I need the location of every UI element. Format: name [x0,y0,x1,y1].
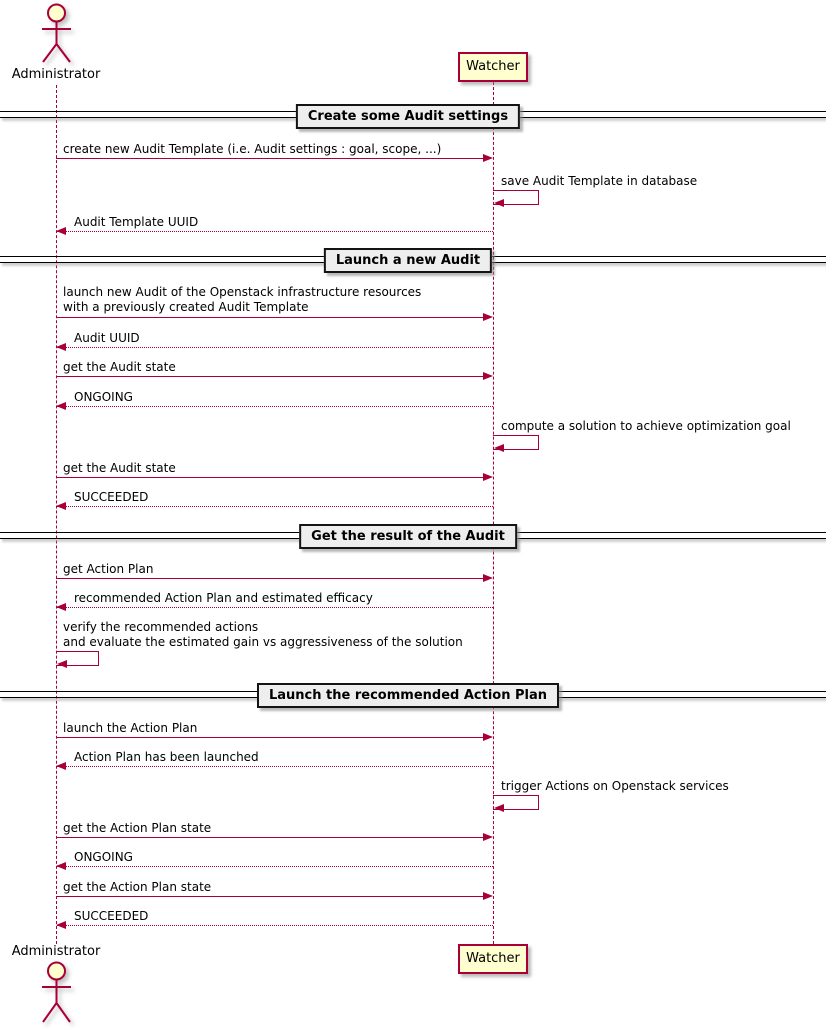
message-line [56,376,486,377]
message-text: get the Audit state [63,360,176,374]
arrowhead-right-icon [483,892,493,900]
message-text: get the Audit state [63,461,176,475]
arrowhead-left-icon [56,862,66,870]
message-text: with a previously created Audit Template [63,300,309,314]
lifeline-watcher [493,82,494,944]
message-line [56,578,486,579]
arrowhead-left-icon [494,199,504,207]
divider-launch-new-audit: Launch a new Audit [324,248,492,273]
arrowhead-right-icon [483,733,493,741]
message-text: ONGOING [74,850,133,864]
divider-get-result: Get the result of the Audit [299,524,517,549]
arrowhead-left-icon [56,227,66,235]
message-text: get the Action Plan state [63,821,212,835]
message-text: Audit Template UUID [74,215,199,229]
message-text: verify the recommended actions [63,620,259,634]
arrowhead-left-icon [56,762,66,770]
message-text: Audit UUID [74,331,140,345]
message-text: compute a solution to achieve optimization goal [501,419,791,433]
divider-launch-action-plan: Launch the recommended Action Plan [257,683,559,708]
message-text: and evaluate the estimated gain vs aggressiveness of the solution [63,635,463,649]
divider-create-audit-settings: Create some Audit settings [296,104,520,129]
message-text: launch new Audit of the Openstack infrastructure resources [63,285,422,299]
arrowhead-right-icon [483,574,493,582]
participant-watcher-bottom: Watcher [458,944,528,974]
arrowhead-left-icon [494,444,504,452]
participant-watcher-top: Watcher [458,52,528,82]
arrowhead-right-icon [483,313,493,321]
arrowhead-left-icon [56,502,66,510]
message-text: SUCCEEDED [74,909,149,923]
message-line [56,317,486,318]
arrowhead-left-icon [56,343,66,351]
message-line [56,896,486,897]
message-line [56,837,486,838]
message-line [57,506,493,507]
arrowhead-left-icon [57,660,67,668]
message-line [57,925,493,926]
administrator-actor-icon-bottom [38,959,75,1027]
message-text: recommended Action Plan and estimated efficacy [74,591,373,605]
message-line [56,158,486,159]
message-line [57,766,493,767]
message-line [57,607,493,608]
message-text: get Action Plan [63,562,154,576]
arrowhead-right-icon [483,473,493,481]
message-text: SUCCEEDED [74,490,149,504]
message-text: get the Action Plan state [63,880,212,894]
arrowhead-left-icon [494,804,504,812]
administrator-label-bottom: Administrator [11,944,101,959]
message-text: trigger Actions on Openstack services [501,779,729,793]
arrowhead-left-icon [56,603,66,611]
message-line [57,231,493,232]
message-text: ONGOING [74,390,133,404]
message-line [57,347,493,348]
message-text: Action Plan has been launched [74,750,259,764]
arrowhead-right-icon [483,154,493,162]
administrator-actor-icon [38,2,75,65]
arrowhead-left-icon [56,402,66,410]
lifeline-administrator [56,85,57,944]
message-line [56,477,486,478]
message-line [57,866,493,867]
arrowhead-right-icon [483,833,493,841]
message-line [57,406,493,407]
message-text: create new Audit Template (i.e. Audit settings : goal, scope, ...) [63,142,442,156]
arrowhead-right-icon [483,372,493,380]
message-line [56,737,486,738]
message-text: launch the Action Plan [63,721,198,735]
message-text: save Audit Template in database [501,174,698,188]
administrator-label-top: Administrator [11,67,101,82]
arrowhead-left-icon [56,921,66,929]
